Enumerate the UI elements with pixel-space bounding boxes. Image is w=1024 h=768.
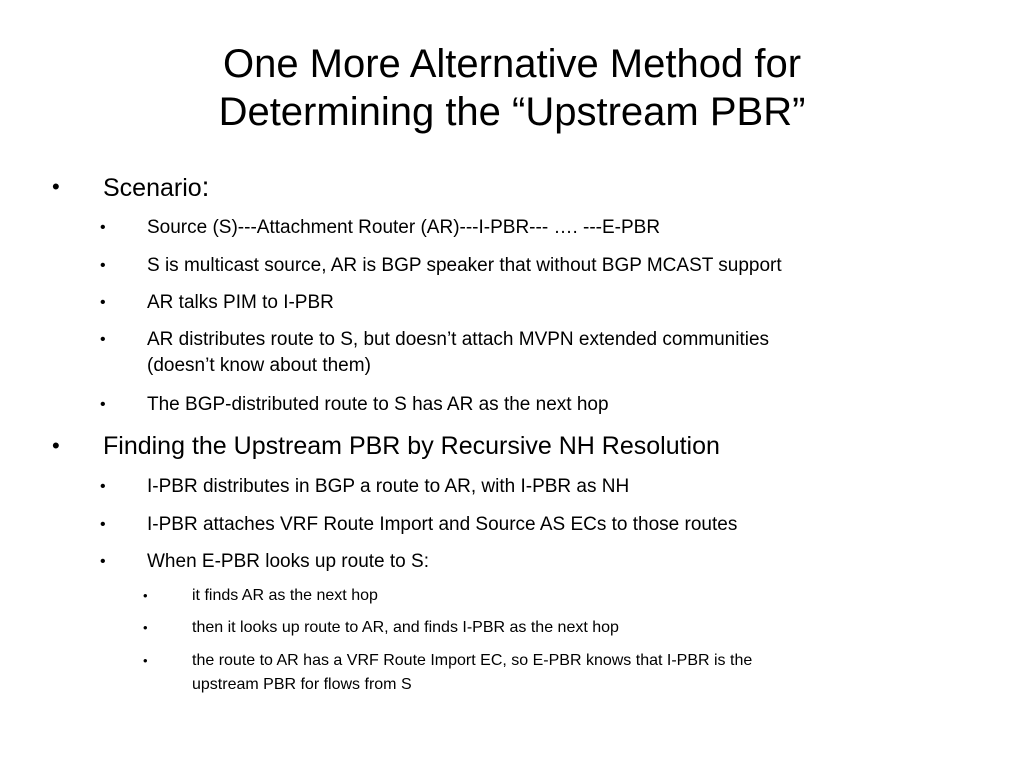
bullet-dot: • (100, 553, 106, 570)
bullet-dot: • (143, 588, 148, 603)
finding-item-2: I-PBR attaches VRF Route Import and Source AS ECs to those routes (147, 514, 738, 535)
bullet-dot: • (100, 478, 106, 495)
title-line-1: One More Alternative Method for (222, 42, 802, 86)
bullet-dot: • (52, 174, 60, 199)
scenario-heading: Scenario (103, 174, 202, 202)
scenario-item-5: The BGP-distributed route to S has AR as the next hop (147, 394, 609, 415)
scenario-colon: : (201, 171, 210, 202)
bullet-dot: • (100, 516, 106, 533)
subitem-1: it finds AR as the next hop (192, 587, 378, 604)
scenario-item-4: AR distributes route to S, but doesn’t attach MVPN extended communities (147, 329, 770, 350)
subitem-2: then it looks up route to AR, and finds I-PBR as the next hop (192, 619, 619, 636)
bullet-dot: • (52, 433, 60, 458)
bullet-dot: • (143, 620, 148, 635)
scenario-item-1: Source (S)---Attachment Router (AR)---I-PBR--- …. ---E-PBR (147, 217, 661, 238)
bullet-dot: • (100, 331, 106, 348)
scenario-item-4-cont: (doesn’t know about them) (147, 355, 371, 376)
scenario-item-2: S is multicast source, AR is BGP speaker that without BGP MCAST support (147, 255, 782, 276)
bullet-dot: • (100, 294, 106, 311)
finding-heading: Finding the Upstream PBR by Recursive NH Resolution (103, 432, 720, 460)
bullet-dot: • (100, 257, 106, 274)
finding-item-3: When E-PBR looks up route to S: (147, 551, 429, 572)
finding-item-1: I-PBR distributes in BGP a route to AR, with I-PBR as NH (147, 476, 630, 497)
subitem-3: the route to AR has a VRF Route Import EC, so E-PBR knows that I-PBR is the (192, 652, 753, 669)
bullet-dot: • (100, 219, 106, 236)
subitem-3-cont: upstream PBR for flows from S (192, 676, 412, 693)
scenario-item-3: AR talks PIM to I-PBR (147, 292, 334, 313)
title-line-2: Determining the “Upstream PBR” (218, 90, 806, 134)
slide-title (60, 40, 964, 136)
bullet-dot: • (143, 653, 148, 668)
bullet-dot: • (100, 396, 106, 413)
